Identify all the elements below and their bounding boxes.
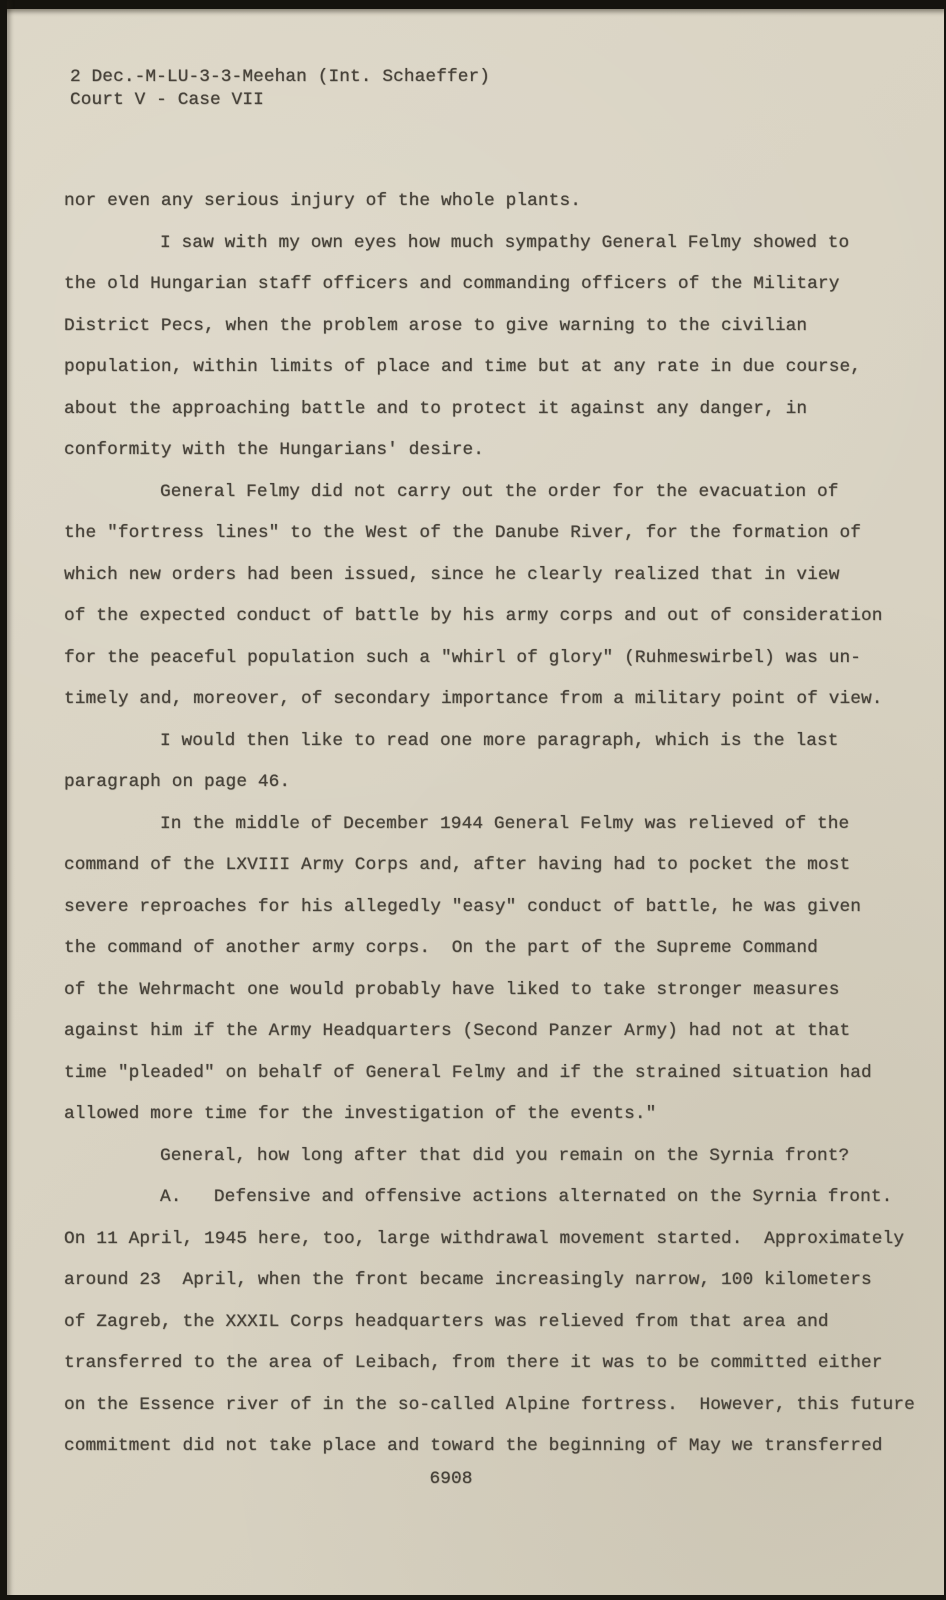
text-line: General, how long after that did you remain on the Syrnia front? — [160, 1145, 850, 1166]
text-line: about the approaching battle and to protect it against any danger, in — [64, 398, 808, 419]
text-line: severe reproaches for his allegedly "easy" conduct of battle, he was given — [64, 896, 862, 917]
text-line: On 11 April, 1945 here, too, large withdrawal movement started. Approximately — [64, 1228, 905, 1249]
document-body — [64, 181, 924, 1468]
text-line: nor even any serious injury of the whole plants. — [64, 191, 581, 211]
text-line: against him if the Army Headquarters (Second Panzer Army) had not at that — [64, 1021, 851, 1041]
text-line: the "fortress lines" to the West of the Danube River, for the formation of — [64, 523, 862, 543]
header-case-reference: 2 Dec.-M-LU-3-3-Meehan (Int. Schaeffer) — [70, 67, 491, 87]
text-line: of Zagreb, the XXXIL Corps headquarters was relieved from that area and — [64, 1311, 829, 1332]
page-number: 6908 — [429, 1469, 473, 1489]
header-court-case: Court V - Case VII — [70, 90, 264, 110]
text-line: the old Hungarian staff officers and commanding officers of the Military — [64, 274, 840, 294]
text-line: commitment did not take place and toward the beginning of May we transferred — [64, 1436, 883, 1456]
text-line: the command of another army corps. On the part of the Supreme Command — [64, 938, 818, 958]
text-line: population, within limits of place and time but at any rate in due course, — [64, 357, 862, 377]
text-line: General Felmy did not carry out the order for the evacuation of — [160, 481, 839, 502]
scan-edge-left — [0, 0, 7, 1600]
text-line: time "pleaded" on behalf of General Felmy and if the strained situation had — [64, 1062, 872, 1083]
text-line: paragraph on page 46. — [64, 772, 291, 792]
text-line: for the peaceful population such a "whirl of glory" (Ruhmeswirbel) was un- — [64, 647, 862, 668]
scan-edge-bottom — [0, 1595, 946, 1600]
document-header — [70, 66, 490, 112]
text-line: on the Essence river of in the so-called Alpine fortress. However, this future — [64, 1394, 915, 1415]
text-line: conformity with the Hungarians' desire. — [64, 440, 485, 460]
text-line: timely and, moreover, of secondary importance from a military point of view. — [64, 689, 883, 709]
text-line: command of the LXVIII Army Corps and, after having had to pocket the most — [64, 855, 851, 875]
scan-edge-top — [0, 0, 946, 9]
text-line: In the middle of December 1944 General Felmy was relieved of the — [160, 813, 850, 834]
text-line: which new orders had been issued, since he clearly realized that in view — [64, 564, 840, 585]
text-line: of the expected conduct of battle by his army corps and out of consideration — [64, 606, 883, 626]
text-line: allowed more time for the investigation of the events." — [64, 1104, 657, 1124]
text-line: of the Wehrmacht one would probably have liked to take stronger measures — [64, 979, 840, 1000]
text-line: District Pecs, when the problem arose to give warning to the civilian — [64, 315, 808, 336]
text-line: transferred to the area of Leibach, from there it was to be committed either — [64, 1353, 883, 1373]
text-line: A. Defensive and offensive actions alternated on the Syrnia front. — [160, 1187, 893, 1207]
text-line: I would then like to read one more paragraph, which is the last — [160, 730, 839, 751]
text-line: around 23 April, when the front became increasingly narrow, 100 kilometers — [64, 1270, 872, 1290]
text-line: I saw with my own eyes how much sympathy General Felmy showed to — [160, 232, 850, 253]
